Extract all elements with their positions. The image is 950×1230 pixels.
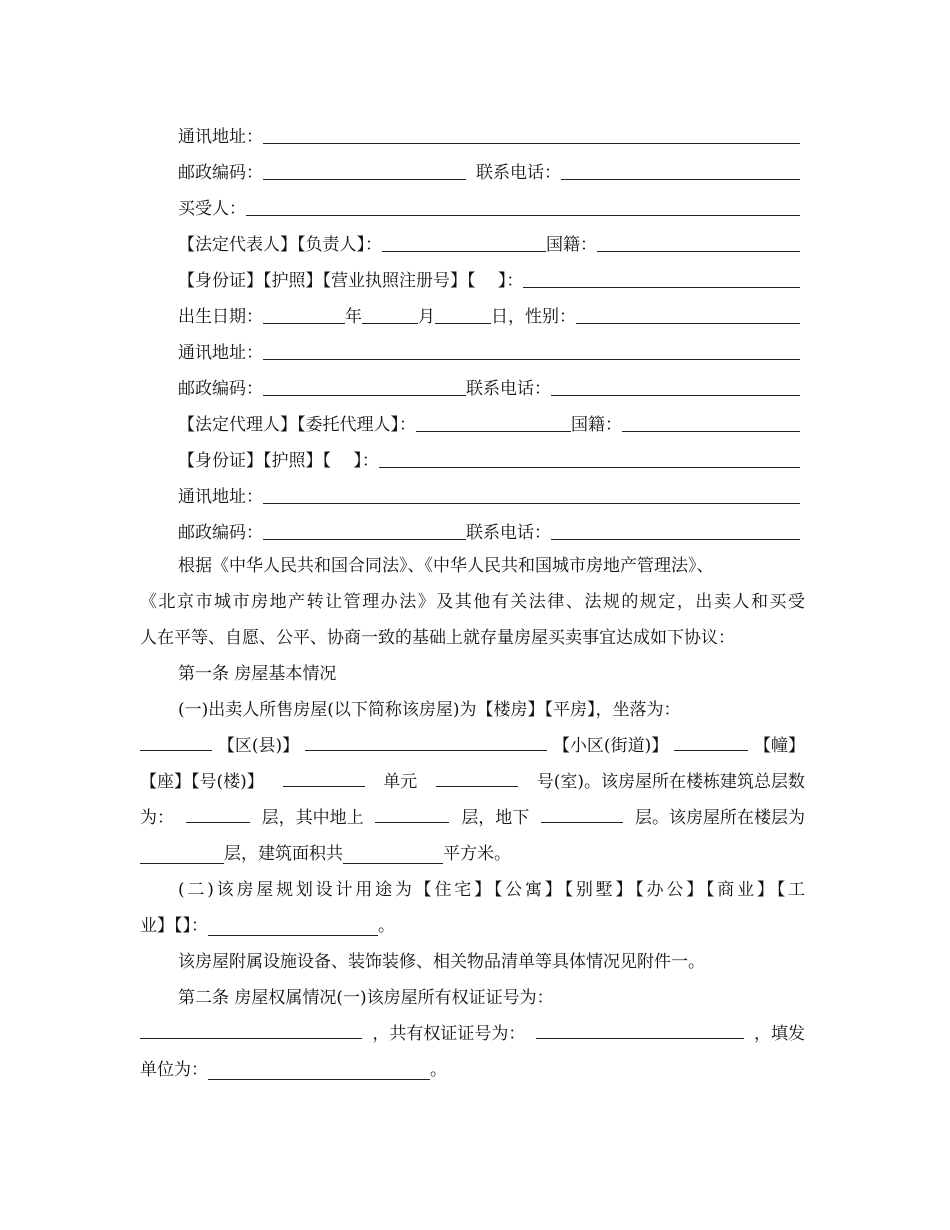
- buyer-label: 买受人：: [178, 199, 246, 219]
- buyer-gender-field[interactable]: [576, 322, 800, 324]
- agent-id-line: [0, 438, 950, 474]
- buyer-postal-phone-line: [0, 366, 950, 402]
- article-1-s1-line1: (一)出卖人所售房屋(以下简称该房屋)为【楼房】【平房】，坐落为：: [178, 700, 681, 720]
- buyer-id-label: 【身份证】【护照】【营业执照注册号】【 】：: [178, 271, 524, 291]
- district-field[interactable]: [140, 730, 212, 751]
- buyer-postal-field[interactable]: [263, 394, 466, 396]
- article-1-s2-line2: 业】【】： 。: [140, 916, 395, 936]
- unit-label: 单元: [383, 772, 418, 792]
- agent-postal-label: 邮政编码：: [178, 523, 263, 543]
- seller-phone-label: 联系电话：: [476, 163, 561, 183]
- agent-phone-label: 联系电话：: [466, 523, 551, 543]
- district-label: 【区(县)】: [217, 736, 300, 756]
- buyer-address-field[interactable]: [263, 358, 800, 360]
- buyer-dob-day-gender: 日，性别：: [491, 307, 576, 327]
- building-field[interactable]: [674, 730, 748, 751]
- floor-area-label: 层，建筑面积共: [224, 844, 343, 864]
- seller-postal-field[interactable]: [263, 178, 466, 180]
- agent-id-label: 【身份证】【护照】【 】：: [178, 451, 379, 471]
- preamble-line-2: 《北京市城市房地产转让管理办法》及其他有关法律、法规的规定，出卖人和买受: [140, 592, 805, 612]
- community-label: 【小区(街道)】: [552, 736, 669, 756]
- agent-line: [0, 402, 950, 438]
- seller-address-line: [0, 114, 950, 150]
- buyer-rep-label: 【法定代表人】【负责人】：: [178, 235, 382, 255]
- agent-id-field[interactable]: [379, 466, 800, 468]
- article-2-issuer-line: 单位为： 。: [140, 1060, 447, 1080]
- article-1-title: 第一条 房屋基本情况: [178, 664, 337, 684]
- article-2-cert-line: [140, 1016, 805, 1052]
- usage-other-field[interactable]: [208, 915, 378, 936]
- seller-postal-label: 邮政编码：: [178, 163, 263, 183]
- buyer-postal-label: 邮政编码：: [178, 379, 263, 399]
- floors-as-label: 为：: [140, 808, 174, 828]
- seat-field[interactable]: [283, 766, 365, 787]
- article-1-attachment: 该房屋附属设施设备、装饰装修、相关物品清单等具体情况见附件一。: [178, 952, 705, 972]
- agent-postal-phone-line: [0, 510, 950, 546]
- buyer-dob-year-field[interactable]: [263, 322, 345, 324]
- buyer-nationality-field[interactable]: [597, 250, 800, 252]
- agent-address-field[interactable]: [263, 502, 800, 504]
- buyer-id-field[interactable]: [523, 286, 800, 288]
- community-field[interactable]: [305, 730, 547, 751]
- seller-phone-field[interactable]: [561, 178, 800, 180]
- buyer-rep-field[interactable]: [382, 250, 546, 252]
- article-1-area-line: [140, 836, 805, 872]
- buyer-address-line: [0, 330, 950, 366]
- buyer-dob-day-field[interactable]: [435, 322, 491, 324]
- buyer-field[interactable]: [246, 214, 800, 216]
- article-1: [140, 656, 805, 980]
- article-1-location-line: [140, 728, 805, 764]
- seller-address-label: 通讯地址：: [178, 127, 263, 147]
- seller-address-field[interactable]: [263, 142, 800, 144]
- building-label: 【幢】: [753, 736, 805, 756]
- floor-of-label: 层。该房屋所在楼层为: [634, 808, 805, 828]
- agent-address-line: [0, 474, 950, 510]
- buyer-dob-year: 年: [345, 307, 362, 327]
- agent-nationality-field[interactable]: [622, 430, 800, 432]
- above-floors-field[interactable]: [375, 802, 449, 823]
- buyer-phone-field[interactable]: [551, 394, 800, 396]
- agent-label: 【法定代理人】【委托代理人】：: [178, 415, 416, 435]
- preamble: [140, 548, 805, 656]
- co-owner-label: ，共有权证证号为：: [372, 1024, 526, 1044]
- buyer-id-line: [0, 258, 950, 294]
- buyer-phone-label: 联系电话：: [466, 379, 551, 399]
- buyer-dob-month: 月: [418, 307, 435, 327]
- sqm-label: 平方米。: [443, 844, 511, 864]
- floors-under-label: 层，地下: [461, 808, 530, 828]
- article-1-unit-line: [140, 764, 805, 800]
- total-floors-field[interactable]: [186, 802, 250, 823]
- agent-address-label: 通讯地址：: [178, 487, 263, 507]
- issuer-field[interactable]: [208, 1059, 430, 1080]
- agent-field[interactable]: [416, 430, 571, 432]
- buyer-rep-line: [0, 222, 950, 258]
- floors-above-label: 层，其中地上: [261, 808, 364, 828]
- under-floors-field[interactable]: [541, 802, 623, 823]
- article-1-s2-line1: (二)该房屋规划设计用途为【住宅】【公寓】【别墅】【办公】【商业】【工: [178, 880, 805, 900]
- issuer-suffix: ，填发: [753, 1024, 805, 1044]
- room-label: 号(室)。该房屋所在楼栋建筑总层数: [536, 772, 805, 792]
- seat-number-label: 【座】【号(楼)】: [140, 772, 264, 792]
- preamble-line-1: 根据《中华人民共和国合同法》、《中华人民共和国城市房地产管理法》、: [178, 556, 714, 576]
- article-1-floors-line: [140, 800, 805, 836]
- agent-phone-field[interactable]: [551, 538, 800, 540]
- seller-postal-phone-line: [0, 150, 950, 186]
- buyer-line: [0, 186, 950, 222]
- co-owner-cert-field[interactable]: [536, 1018, 744, 1039]
- area-field[interactable]: [343, 843, 443, 864]
- buyer-dob-month-field[interactable]: [362, 322, 418, 324]
- unit-field[interactable]: [436, 766, 518, 787]
- buyer-address-label: 通讯地址：: [178, 343, 263, 363]
- buyer-nationality-label: 国籍：: [546, 235, 597, 255]
- issuer-label: 单位为：: [140, 1060, 208, 1080]
- ownership-cert-field[interactable]: [140, 1018, 362, 1039]
- floor-field[interactable]: [140, 843, 224, 864]
- agent-postal-field[interactable]: [263, 538, 466, 540]
- article-2-title: 第二条 房屋权属情况(一)该房屋所有权证证号为：: [178, 988, 554, 1008]
- agent-nationality-label: 国籍：: [571, 415, 622, 435]
- article-2: [140, 980, 805, 1088]
- preamble-line-3: 人在平等、自愿、公平、协商一致的基础上就存量房屋买卖事宜达成如下协议：: [140, 628, 735, 648]
- buyer-dob-label: 出生日期：: [178, 307, 263, 327]
- buyer-dob-line: [0, 294, 950, 330]
